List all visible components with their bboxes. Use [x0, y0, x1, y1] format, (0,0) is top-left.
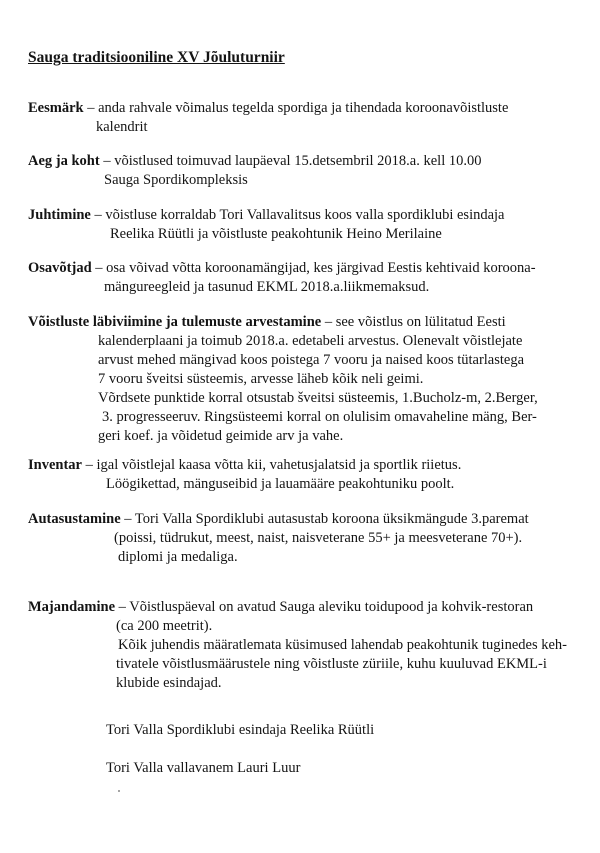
section-text: – võistluse korraldab Tori Vallavalitsus koos valla spordiklubi esindaja: [94, 207, 505, 223]
section-text: Löögikettad, mänguseibid ja lauamääre peakohtuniku poolt.: [106, 476, 455, 492]
section-text: Reelika Rüütli ja võistluste peakohtunik Heino Merilaine: [110, 226, 442, 242]
section-text: Kõik juhendis määratlemata küsimused lahendab peakohtunik tuginedes keh-: [118, 637, 567, 653]
scan-speck: [118, 790, 120, 792]
section-text: tivatele võistlusmäärustele ning võistluste züriile, kuhu kuuluvad EKML-i: [116, 656, 547, 672]
section-text: – anda rahvale võimalus tegelda spordiga ja tihendada koroonavõistluste: [87, 100, 509, 116]
section-conduct: [28, 313, 582, 446]
section-management: [28, 206, 582, 244]
section-label: Autasustamine: [28, 511, 121, 527]
section-label: Juhtimine: [28, 207, 91, 223]
section-text: klubide esindajad.: [116, 675, 222, 691]
section-text: mängureegleid ja tasunud EKML 2018.a.liikmemaksud.: [104, 279, 430, 295]
signature-sports-club: Tori Valla Spordiklubi esindaja Reelika Rüütli: [106, 722, 375, 738]
section-text: – igal võistlejal kaasa võtta kii, vahetusjalatsid ja sportlik riietus.: [85, 457, 462, 473]
section-participants: [28, 259, 582, 297]
section-text: – Tori Valla Spordiklubi autasustab koroona üksikmängude 3.paremat: [124, 511, 529, 527]
section-text: (ca 200 meetrit).: [116, 618, 213, 634]
section-text: – see võistlus on lülitatud Eesti: [324, 314, 506, 330]
document-title: Sauga traditsiooniline XV Jõuluturniir: [28, 49, 285, 66]
section-text: arvust mehed mängivad koos poistega 7 vooru ja naised koos tütarlastega: [98, 352, 525, 368]
section-equipment: [28, 456, 582, 494]
section-goal: [28, 99, 582, 137]
section-text: Sauga Spordikompleksis: [104, 172, 248, 188]
section-text: – Võistluspäeval on avatud Sauga aleviku toidupood ja kohvik-restoran: [118, 599, 534, 615]
section-label: Majandamine: [28, 599, 115, 615]
section-label: Eesmärk: [28, 100, 84, 116]
section-text: 3. progresseeruv. Ringsüsteemi korral on olulisim omavaheline mäng, Ber-: [102, 409, 537, 425]
section-text: (poissi, tüdrukut, meest, naist, naisveterane 55+ ja meesveterane 70+).: [114, 530, 523, 546]
section-text: – võistlused toimuvad laupäeval 15.detsembril 2018.a. kell 10.00: [103, 153, 482, 169]
signature-municipality-head: Tori Valla vallavanem Lauri Luur: [106, 760, 301, 776]
section-text: kalenderplaani ja toimub 2018.a. edetabeli arvestus. Olenevalt võistlejate: [98, 333, 523, 349]
section-text: geri koef. ja võidetud geimide arv ja vahe.: [98, 428, 344, 444]
section-text: diplomi ja medaliga.: [118, 549, 238, 565]
section-text: – osa võivad võtta koroonamängijad, kes järgivad Eestis kehtivaid koroona-: [95, 260, 536, 276]
section-label: Aeg ja koht: [28, 153, 100, 169]
section-text: 7 vooru šveitsi süsteemis, arvesse läheb kõik neli geimi.: [98, 371, 424, 387]
section-time-place: [28, 152, 582, 190]
section-awards: [28, 510, 582, 567]
section-catering: [28, 598, 582, 693]
section-label: Inventar: [28, 457, 82, 473]
section-text: Võrdsete punktide korral otsustab šveitsi süsteemis, 1.Bucholz-m, 2.Berger,: [98, 390, 538, 406]
section-label: Võistluste läbiviimine ja tulemuste arvestamine: [28, 314, 322, 330]
section-text: kalendrit: [96, 119, 148, 135]
section-label: Osavõtjad: [28, 260, 92, 276]
